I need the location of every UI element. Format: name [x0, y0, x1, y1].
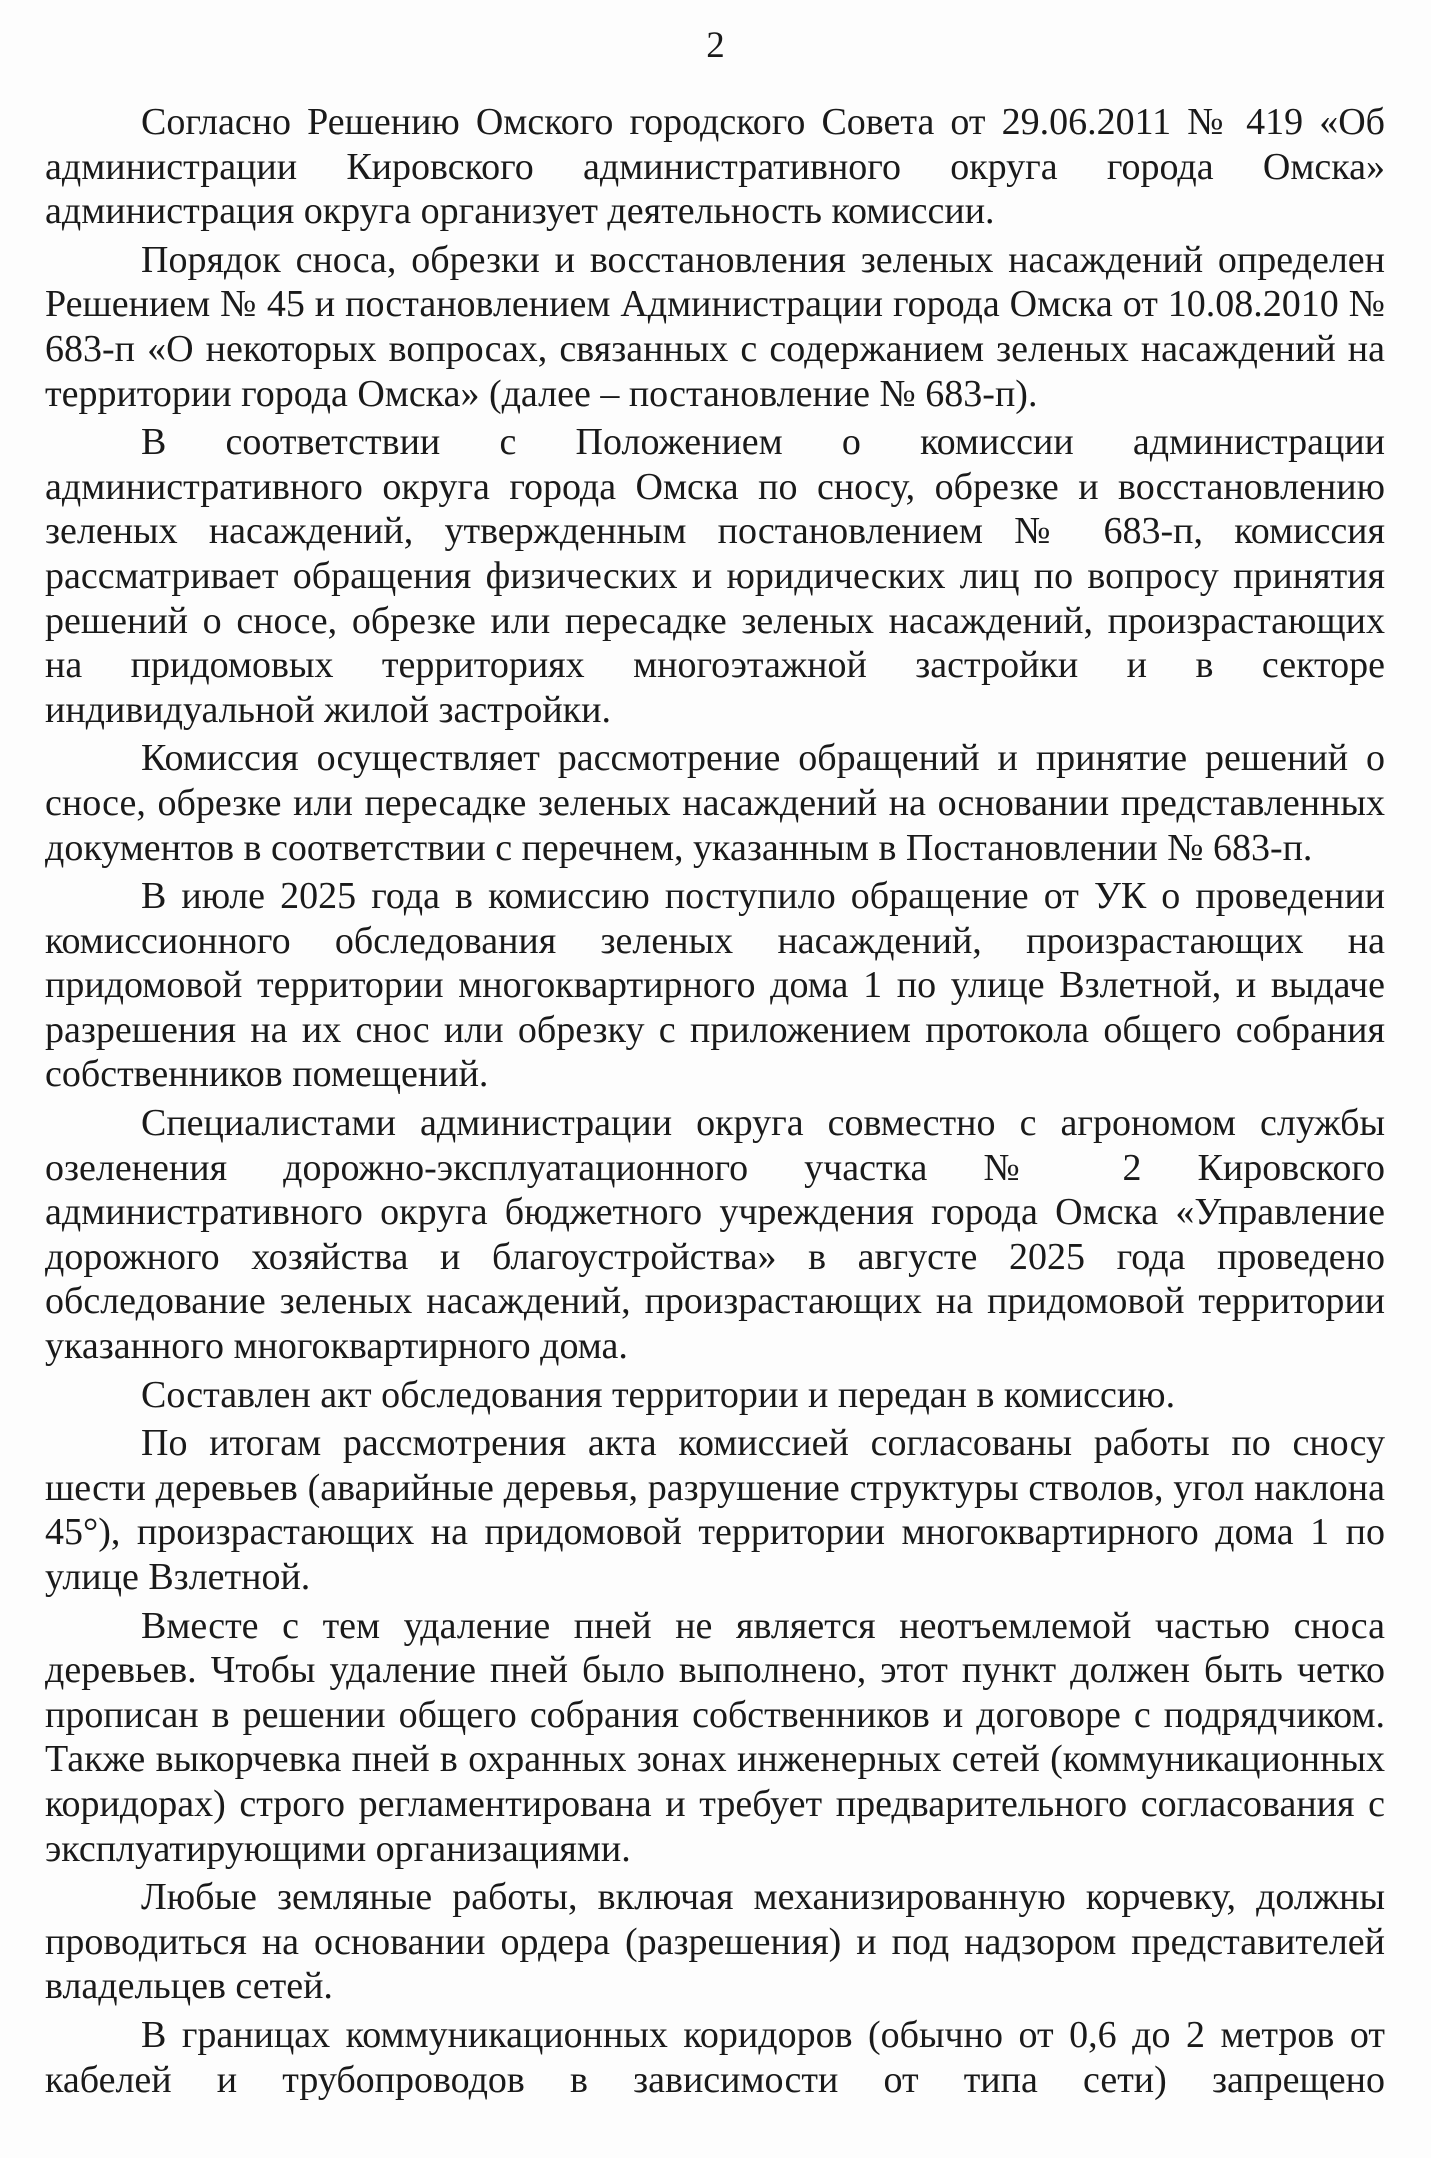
page-number: 2 [706, 25, 725, 66]
paragraph: По итогам рассмотрения акта комиссией согласованы работы по сносу шести деревьев (аварийные деревья, разрушение структуры стволов, угол наклона 45°), произрастающих на придомовой территории многоквартирного дома 1 по улице Взлетной. [45, 1422, 1385, 1598]
paragraph: Согласно Решению Омского городского Совета от 29.06.2011 № 419 «Об администрации Кировского административного округа города Омска» администрация округа организует деятельность комиссии. [45, 101, 1385, 233]
paragraph: В соответствии с Положением о комиссии администрации административного округа города Омска по сносу, обрезке и восстановлению зеленых насаждений, утвержденным постановлением № 683-п, комиссия рассматривает обращения физических и юридических лиц по вопросу принятия решений о сносе, обрезке или пересадке зеленых насаждений, произрастающих на придомовых территориях многоэтажной застройки и в секторе индивидуальной жилой застройки. [45, 421, 1385, 731]
paragraph: Любые земляные работы, включая механизированную корчевку, должны проводиться на основании ордера (разрешения) и под надзором представителей владельцев сетей. [45, 1876, 1385, 2008]
paragraph: Вместе с тем удаление пней не является неотъемлемой частью сноса деревьев. Чтобы удаление пней было выполнено, этот пункт должен быть четко прописан в решении общего собрания собственников и договоре с подрядчиком. Также выкорчевка пней в охранных зонах инженерных сетей (коммуникационных коридорах) строго регламентирована и требует предварительного согласования с эксплуатирующими организациями. [45, 1604, 1385, 1870]
paragraph: В июле 2025 года в комиссию поступило обращение от УК о проведении комиссионного обследования зеленых насаждений, произрастающих на придомовой территории многоквартирного дома 1 по улице Взлетной, и выдаче разрешения на их снос или обрезку с приложением протокола общего собрания собственников помещений. [45, 875, 1385, 1096]
paragraph-continued: В границах коммуникационных коридоров (обычно от 0,6 до 2 метров от кабелей и трубопроводов в зависимости от типа сети) запрещено [45, 2013, 1385, 2101]
document-body [45, 100, 1385, 2102]
paragraph: Составлен акт обследования территории и передан в комиссию. [141, 1373, 1176, 1416]
paragraph: Порядок сноса, обрезки и восстановления зеленых насаждений определен Решением № 45 и постановлением Администрации города Омска от 10.08.2010 № 683-п «О некоторых вопросах, связанных с содержанием зеленых насаждений на территории города Омска» (далее – постановление № 683-п). [45, 238, 1385, 415]
paragraph: Специалистами администрации округа совместно с агрономом службы озеленения дорожно-эксплуатационного участка № 2 Кировского административного округа бюджетного учреждения города Омска «Управление дорожного хозяйства и благоустройства» в августе 2025 года проведено обследование зеленых насаждений, произрастающих на придомовой территории указанного многоквартирного дома. [45, 1102, 1385, 1368]
paragraph: Комиссия осуществляет рассмотрение обращений и принятие решений о сносе, обрезке или пересадке зеленых насаждений на основании представленных документов в соответствии с перечнем, указанным в Постановлении № 683-п. [45, 737, 1385, 869]
